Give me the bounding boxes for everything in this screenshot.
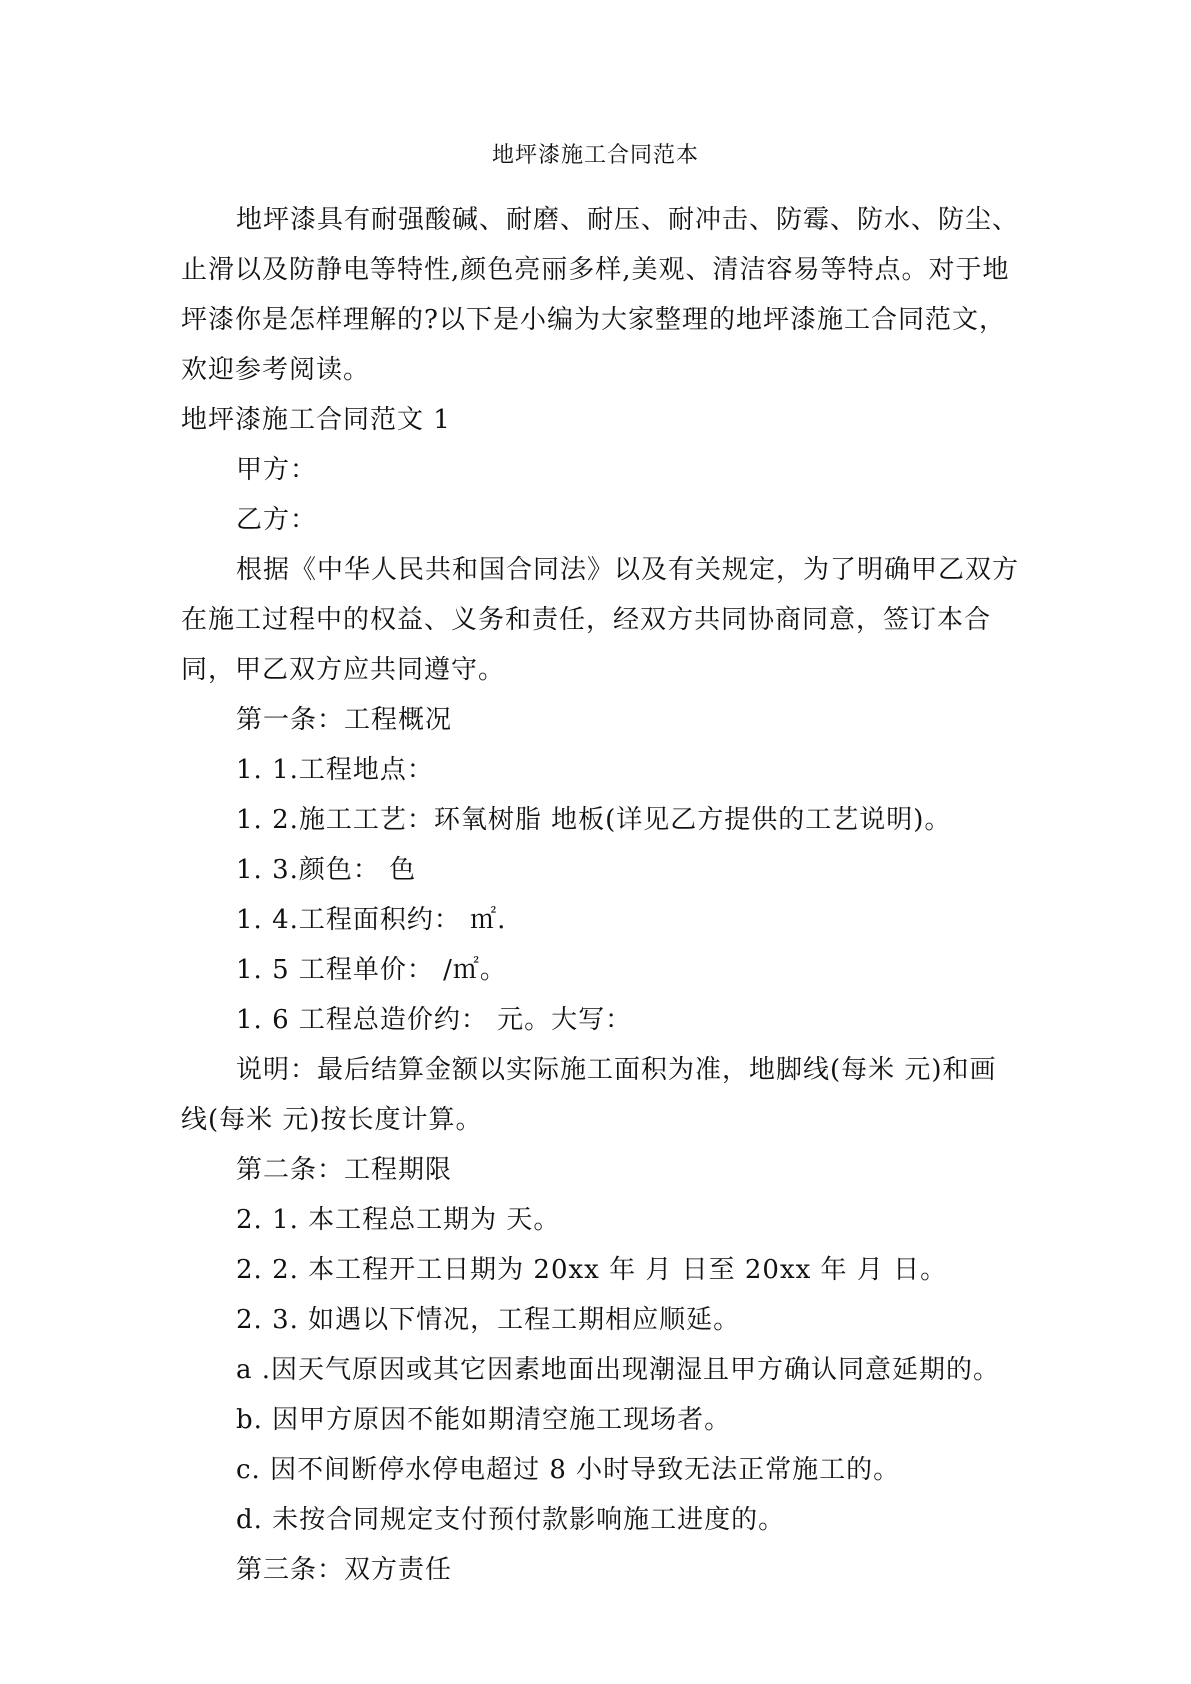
section-title: 地坪漆施工合同范文 1 — [181, 405, 451, 435]
item-1-5: 1. 5 工程单价： /㎡。 — [236, 955, 507, 985]
document-body — [181, 195, 1021, 1595]
item-2-2: 2. 2. 本工程开工日期为 20xx 年 月 日至 20xx 年 月 日。 — [236, 1255, 948, 1285]
item-1-2: 1. 2.施工工艺：环氧树脂 地板(详见乙方提供的工艺说明)。 — [236, 805, 952, 835]
item-d: d. 未按合同规定支付预付款影响施工进度的。 — [236, 1505, 786, 1535]
article-3-title: 第三条：双方责任 — [236, 1555, 453, 1585]
party-a-label: 甲方： — [236, 455, 318, 485]
item-b: b. 因甲方原因不能如期清空施工现场者。 — [236, 1405, 732, 1435]
item-c: c. 因不间断停水停电超过 8 小时导致无法正常施工的。 — [236, 1455, 901, 1485]
item-a: a .因天气原因或其它因素地面出现潮湿且甲方确认同意延期的。 — [236, 1355, 1001, 1385]
item-1-3: 1. 3.颜色： 色 — [236, 855, 417, 885]
item-2-3: 2. 3. 如遇以下情况，工程工期相应顺延。 — [236, 1305, 741, 1335]
item-1-4: 1. 4.工程面积约： ㎡. — [236, 905, 507, 935]
preamble-paragraph: 根据《中华人民共和国合同法》以及有关规定，为了明确甲乙双方在施工过程中的权益、义务和责任，经双方共同协商同意，签订本合同，甲乙双方应共同遵守。 — [181, 555, 1020, 685]
note-paragraph: 说明：最后结算金额以实际施工面积为准，地脚线(每米 元)和画线(每米 元)按长度计算。 — [181, 1055, 997, 1135]
item-1-6: 1. 6 工程总造价约： 元。大写： — [236, 1005, 633, 1035]
item-2-1: 2. 1. 本工程总工期为 天。 — [236, 1205, 561, 1235]
document-title: 地坪漆施工合同范本 — [491, 143, 699, 168]
item-1-1: 1. 1.工程地点： — [236, 755, 434, 785]
party-b-label: 乙方： — [236, 505, 318, 535]
article-2-title: 第二条：工程期限 — [236, 1155, 453, 1185]
article-1-title: 第一条：工程概况 — [236, 705, 453, 735]
intro-paragraph: 地坪漆具有耐强酸碱、耐磨、耐压、耐冲击、防霉、防水、防尘、止滑以及防静电等特性,颜色亮丽多样,美观、清洁容易等特点。对于地坪漆你是怎样理解的?以下是小编为大家整理的地坪漆施工合同范文，欢迎参考阅读。 — [181, 205, 1020, 385]
